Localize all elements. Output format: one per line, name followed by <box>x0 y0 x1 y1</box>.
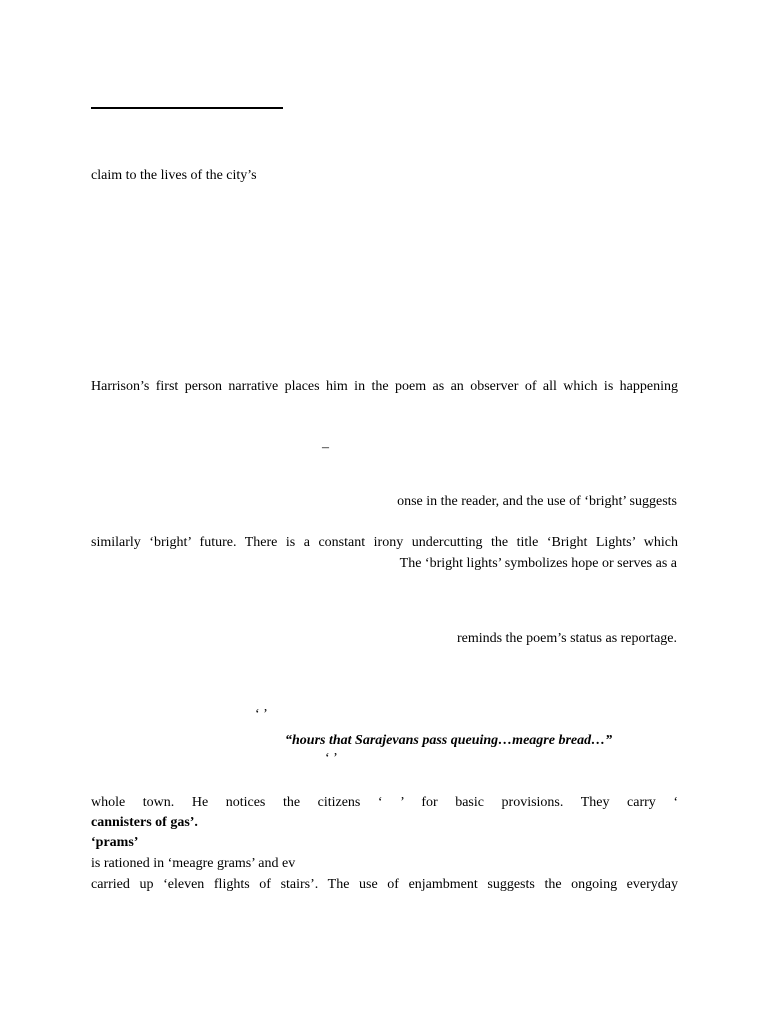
text-line: reminds the poem’s status as reportage. <box>456 631 677 646</box>
text-line: whole town. He notices the citizens ‘ ’ for basic provisions. They carry ‘ <box>91 795 678 810</box>
dash-fragment: – <box>322 440 329 455</box>
heading-underline <box>91 107 283 109</box>
text-line: is rationed in ‘meagre grams’ and ev <box>91 856 296 871</box>
text-line: similarly ‘bright’ future. There is a constant irony undercutting the title ‘Bright Lights’ which <box>91 535 678 550</box>
text-line: claim to the lives of the city’s <box>91 168 257 183</box>
text-line: carried up ‘eleven flights of stairs’. The use of enjambment suggests the ongoing everyday <box>91 877 678 892</box>
text-line: The ‘bright lights’ symbolizes hope or serves as a <box>399 556 677 571</box>
bold-text-line: cannisters of gas’. <box>91 815 198 830</box>
bold-italic-quotation: “hours that Sarajevans pass queuing…meagre bread…” <box>285 733 613 748</box>
quote-marks-fragment: ‘ ’ <box>255 707 268 722</box>
bold-text-line: ‘prams’ <box>91 835 139 850</box>
quote-marks-fragment: ‘ ’ <box>325 751 338 766</box>
text-line: onse in the reader, and the use of ‘bright’ suggests <box>397 494 677 509</box>
text-line: Harrison’s first person narrative places him in the poem as an observer of all which is happening <box>91 379 678 394</box>
